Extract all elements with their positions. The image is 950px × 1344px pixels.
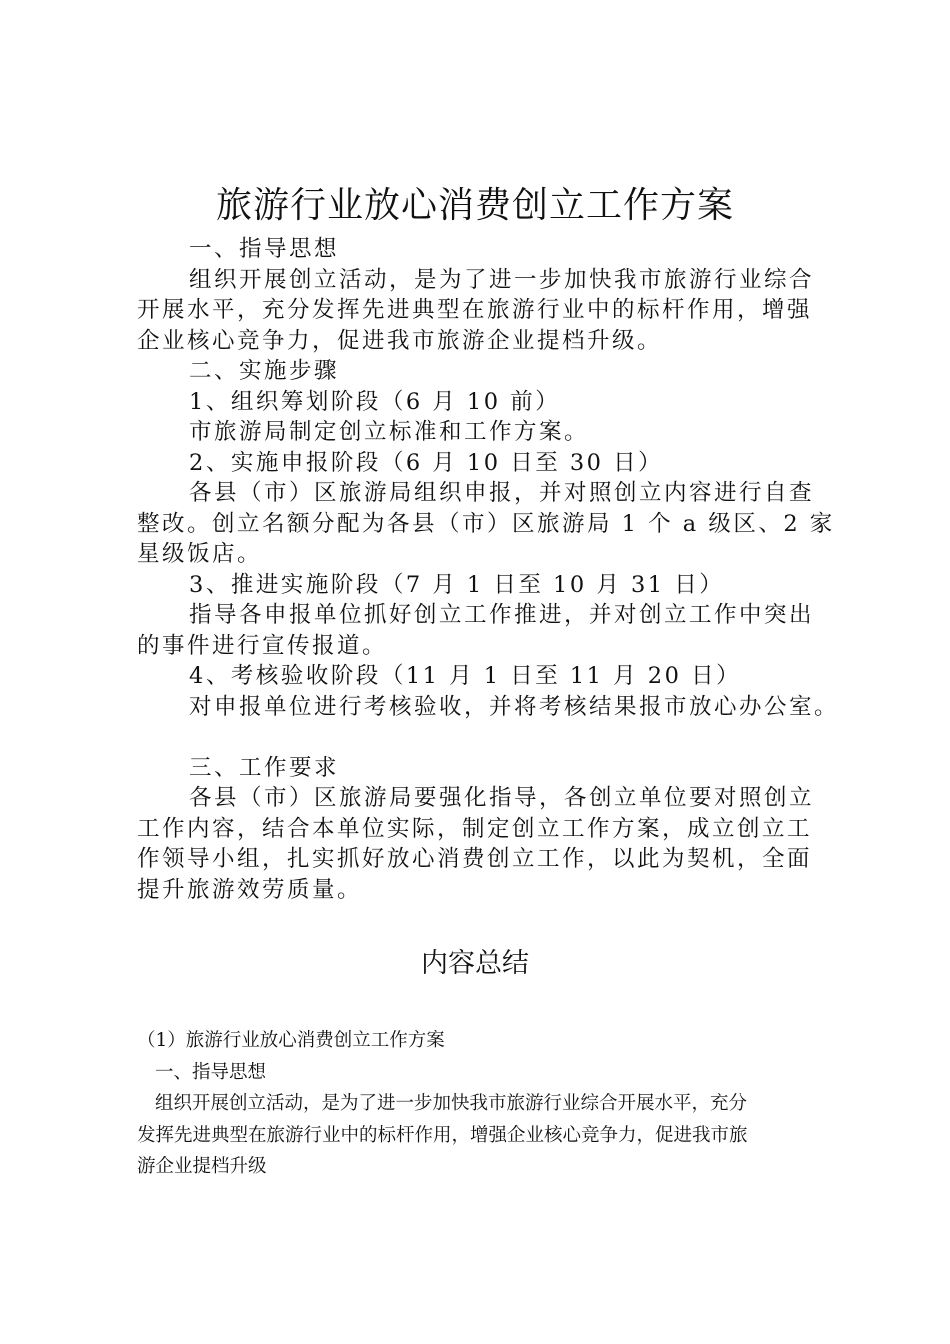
- paragraph-line: 整改。创立名额分配为各县（市）区旅游局 1 个 a 级区、2 家: [137, 510, 835, 537]
- section-heading-implementation-steps: 二、实施步骤: [189, 358, 340, 384]
- paragraph-line: 工作内容，结合本单位实际，制定创立工作方案，成立创立工: [137, 815, 813, 842]
- paragraph-line: 提升旅游效劳质量。: [137, 876, 363, 903]
- paragraph-line: 组织开展创立活动，是为了进一步加快我市旅游行业综合: [189, 266, 815, 293]
- step-heading-1: 1、组织筹划阶段（6 月 10 前）: [189, 388, 561, 415]
- paragraph-line: 各县（市）区旅游局组织申报，并对照创立内容进行自查: [189, 480, 815, 506]
- paragraph-line: 企业核心竞争力，促进我市旅游企业提档升级。: [137, 327, 663, 354]
- paragraph-line: 各县（市）区旅游局要强化指导，各创立单位要对照创立: [189, 785, 815, 811]
- step-heading-2: 2、实施申报阶段（6 月 10 日至 30 日）: [189, 449, 664, 476]
- paragraph-line: 作领导小组，扎实抓好放心消费创立工作，以此为契机，全面: [137, 846, 813, 872]
- step-heading-4: 4、考核验收阶段（11 月 1 日至 11 月 20 日）: [189, 663, 742, 689]
- summary-line: 组织开展创立活动，是为了进一步加快我市旅游行业综合开展水平，充分: [155, 1093, 748, 1114]
- step-heading-3: 3、推进实施阶段（7 月 1 日至 10 月 31 日）: [189, 571, 725, 598]
- document-body: [137, 234, 840, 905]
- blank-line: [137, 722, 837, 753]
- section-heading-work-requirements: 三、工作要求: [189, 754, 340, 781]
- summary-heading: 内容总结: [421, 948, 529, 979]
- summary-line: 游企业提档升级: [137, 1156, 267, 1177]
- summary-body: [137, 1025, 837, 1183]
- summary-line: （1）旅游行业放心消费创立工作方案: [137, 1030, 445, 1051]
- paragraph-line: 指导各申报单位抓好创立工作推进，并对创立工作中突出: [189, 602, 815, 628]
- section-heading-guiding-thought: 一、指导思想: [189, 236, 340, 262]
- paragraph-line: 市旅游局制定创立标准和工作方案。: [189, 419, 590, 445]
- summary-line: 发挥先进典型在旅游行业中的标杆作用，增强企业核心竞争力，促进我市旅: [137, 1124, 748, 1146]
- paragraph-line: 对申报单位进行考核验收，并将考核结果报市放心办公室。: [189, 693, 840, 720]
- paragraph-line: 星级饭店。: [137, 541, 263, 567]
- paragraph-line: 开展水平，充分发挥先进典型在旅游行业中的标杆作用，增强: [137, 297, 813, 323]
- paragraph-line: 的事件进行宣传报道。: [137, 632, 388, 659]
- summary-line: 一、指导思想: [155, 1061, 267, 1083]
- document-title: 旅游行业放心消费创立工作方案: [215, 185, 734, 226]
